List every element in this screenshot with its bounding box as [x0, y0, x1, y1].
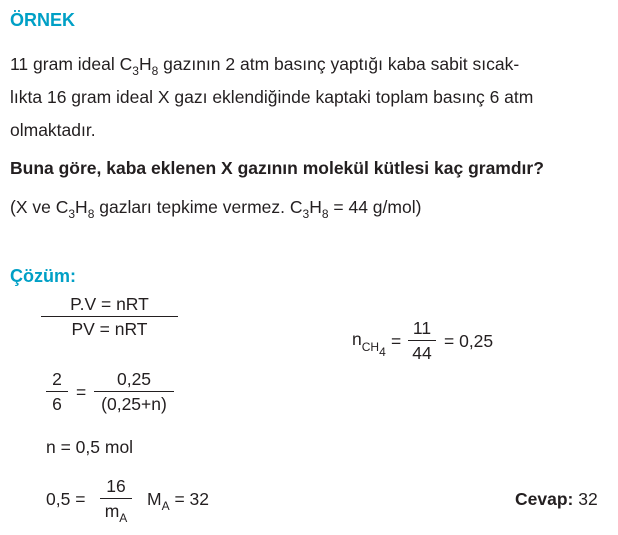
mol-denominator: 44	[412, 343, 432, 364]
fraction-bar	[100, 498, 132, 499]
fraction-bar	[41, 316, 178, 317]
problem-line-2: lıkta 16 gram ideal X gazı eklendiğinde kaptaki toplam basınç 6 atm	[10, 87, 534, 107]
molar-mass-fraction	[100, 476, 132, 526]
mol-result: = 0,25	[444, 331, 494, 351]
mol-equals: =	[391, 331, 402, 351]
mass-lhs: 0,5 =	[46, 489, 86, 509]
mol-symbol: $n_{CH_4}$	[352, 329, 386, 359]
problem-line-1: 11 gram ideal $C_3H_8$ gazının 2 atm basınç yaptığı kaba sabit sıcak-	[10, 54, 520, 78]
problem-line-3: olmaktadır.	[10, 120, 96, 140]
fraction-bar	[408, 340, 436, 341]
pressure-ratio-denominator: 6	[52, 394, 62, 415]
question: Buna göre, kaba eklenen X gazının molekül kütlesi kaç gramdır?	[10, 158, 544, 178]
mol-numerator: 11	[412, 318, 432, 338]
molar-mass-result: $M_A = 32$	[147, 489, 210, 513]
pressure-ratio-numerator: 2	[52, 369, 62, 389]
answer-value: 32	[573, 489, 598, 509]
example-heading: ÖRNEK	[10, 10, 76, 30]
ratio-equals: =	[76, 382, 87, 402]
molar-mass-denominator: $m_A$	[104, 501, 128, 526]
mole-ratio-numerator: 0,25	[116, 369, 152, 389]
answer	[515, 489, 598, 510]
answer-label: Cevap:	[515, 489, 574, 509]
ideal-gas-denominator: PV = nRT	[71, 319, 148, 340]
ideal-gas-numerator: P.V = nRT	[70, 294, 149, 314]
ideal-gas-fraction	[41, 294, 178, 339]
n-result: n = 0,5 mol	[46, 437, 134, 457]
solution-heading: Çözüm:	[10, 266, 76, 286]
pressure-ratio-fraction	[46, 369, 68, 414]
fraction-bar	[94, 391, 174, 392]
mol-fraction	[408, 318, 436, 363]
given-note: (X ve $C_3H_8$ gazları tepkime vermez. $C_3H_8 = 44$ g/mol)	[10, 197, 422, 221]
mole-ratio-denominator: (0,25+n)	[101, 394, 167, 415]
mole-ratio-fraction	[94, 369, 174, 414]
molar-mass-numerator: 16	[106, 476, 126, 496]
fraction-bar	[46, 391, 68, 392]
